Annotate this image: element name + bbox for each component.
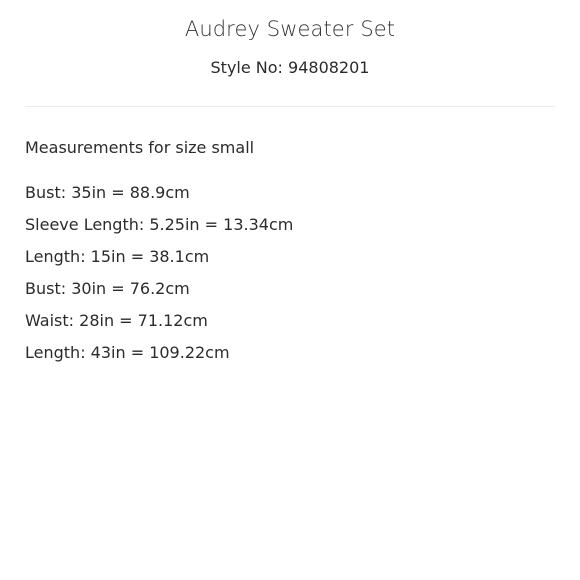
measurements-list xyxy=(25,183,293,375)
measurement-item: Bust: 30in = 76.2cm xyxy=(25,279,190,298)
divider xyxy=(25,106,555,107)
measurement-item: Length: 43in = 109.22cm xyxy=(25,343,230,362)
measurement-item: Length: 15in = 38.1cm xyxy=(25,247,210,266)
measurement-item: Bust: 35in = 88.9cm xyxy=(25,183,190,202)
measurement-item: Sleeve Length: 5.25in = 13.34cm xyxy=(25,215,294,234)
style-number: Style No: 94808201 xyxy=(210,58,370,77)
page-title: Audrey Sweater Set xyxy=(184,17,396,41)
measurement-item: Waist: 28in = 71.12cm xyxy=(25,311,208,330)
measurements-heading: Measurements for size small xyxy=(25,138,255,157)
